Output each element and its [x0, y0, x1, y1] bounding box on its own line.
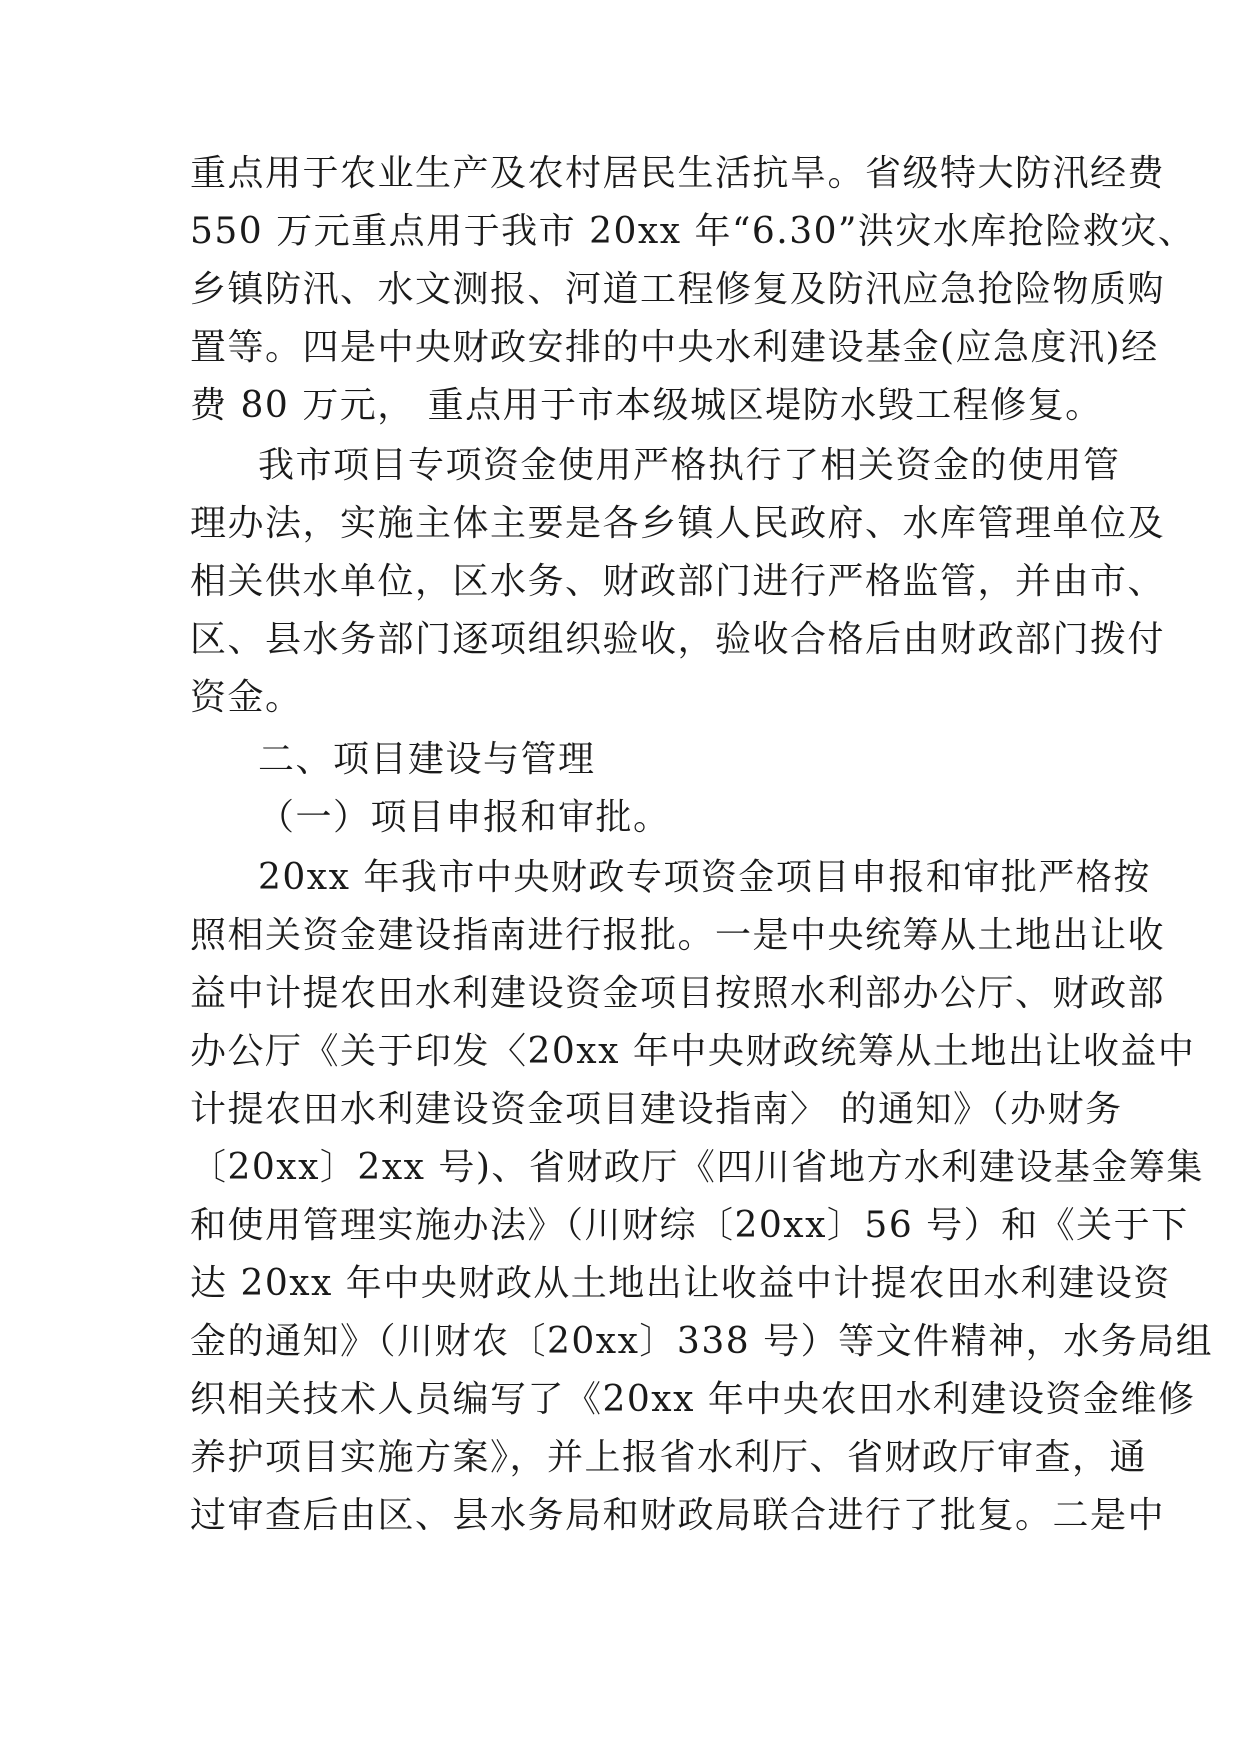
subsection-heading: （一）项目申报和审批。 [258, 797, 671, 838]
text-line: 置等。四是中央财政安排的中央水利建设基金(应急度汛)经 [190, 327, 1159, 368]
text-line: 〔20xx〕2xx 号)、省财政厅《四川省地方水利建设基金筹集 [190, 1147, 1204, 1188]
text-line: 益中计提农田水利建设资金项目按照水利部办公厅、财政部 [190, 973, 1166, 1014]
text-line: 养护项目实施方案》，并上报省水利厅、省财政厅审查，通 [190, 1437, 1148, 1478]
text-line: 区、县水务部门逐项组织验收，验收合格后由财政部门拨付 [190, 619, 1166, 660]
text-line: 过审查后由区、县水务局和财政局联合进行了批复。二是中 [190, 1495, 1166, 1536]
text-line: 金的通知》（川财农〔20xx〕338 号）等文件精神，水务局组 [190, 1321, 1214, 1362]
paragraph-first-line: 20xx 年我市中央财政专项资金项目申报和审批严格按 [258, 857, 1151, 898]
text-line: 重点用于农业生产及农村居民生活抗旱。省级特大防汛经费 [190, 153, 1166, 194]
text-line: 照相关资金建设指南进行报批。一是中央统筹从土地出让收 [190, 915, 1166, 956]
text-line: 相关供水单位，区水务、财政部门进行严格监管，并由市、 [190, 561, 1166, 602]
text-line: 费 80 万元， 重点用于市本级城区堤防水毁工程修复。 [190, 385, 1103, 426]
text-line: 乡镇防汛、水文测报、河道工程修复及防汛应急抢险物质购 [190, 269, 1166, 310]
section-heading: 二、项目建设与管理 [258, 739, 596, 780]
text-line: 550 万元重点用于我市 20xx 年“6.30”洪灾水库抢险救灾、 [190, 211, 1196, 252]
text-line: 和使用管理实施办法》（川财综〔20xx〕56 号）和《关于下 [190, 1205, 1189, 1246]
text-line: 达 20xx 年中央财政从土地出让收益中计提农田水利建设资 [190, 1263, 1171, 1304]
text-line: 织相关技术人员编写了《20xx 年中央农田水利建设资金维修 [190, 1379, 1196, 1420]
text-line: 资金。 [190, 677, 303, 718]
text-line: 计提农田水利建设资金项目建设指南〉 的通知》（办财务 [190, 1089, 1123, 1130]
paragraph-first-line: 我市项目专项资金使用严格执行了相关资金的使用管 [258, 445, 1121, 486]
text-line: 理办法，实施主体主要是各乡镇人民政府、水库管理单位及 [190, 503, 1166, 544]
text-line: 办公厅《关于印发〈20xx 年中央财政统筹从土地出让收益中 [190, 1031, 1196, 1072]
